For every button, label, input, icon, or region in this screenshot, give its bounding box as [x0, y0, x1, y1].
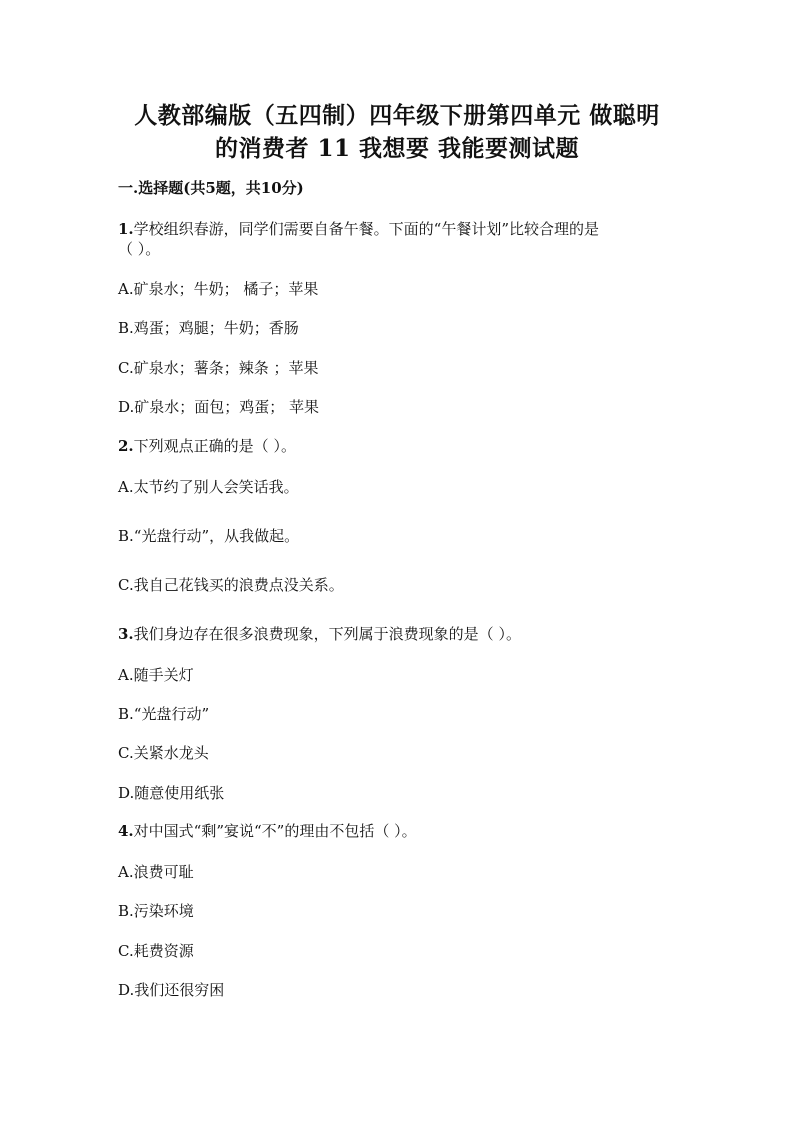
- question-1-stem: [118, 218, 599, 239]
- question-4-number: 4.: [118, 822, 134, 840]
- page-title-line-1: 人教部编版（五四制）四年级下册第四单元 做聪明: [134, 102, 660, 129]
- question-2-stem: [118, 435, 296, 456]
- question-2-stem-text: 下列观点正确的是（ ）。: [133, 437, 296, 455]
- question-4-option-a: A.浪费可耻: [118, 863, 194, 881]
- question-3-option-a: A.随手关灯: [118, 666, 194, 684]
- question-2-option-a: A.太节约了别人会笑话我。: [118, 478, 299, 496]
- question-3-option-c: C.关紧水龙头: [118, 744, 209, 762]
- question-4-option-b: B.污染环境: [118, 902, 194, 920]
- question-3-option-d: D.随意使用纸张: [118, 784, 225, 802]
- question-2-option-c: C.我自己花钱买的浪费点没关系。: [118, 576, 344, 594]
- question-3-stem: [118, 623, 521, 644]
- question-4-stem-text: 对中国式“剩”宴说“不”的理由不包括（ ）。: [133, 822, 417, 840]
- question-3-number: 3.: [118, 625, 134, 643]
- question-3-option-b: B.“光盘行动”: [118, 705, 210, 723]
- question-1-option-c: C.矿泉水；薯条；辣条 ；苹果: [118, 359, 319, 377]
- question-2-number: 2.: [118, 437, 134, 455]
- section-heading: 一.选择题(共5题，共10分): [118, 179, 304, 197]
- question-1-stem-text: 学校组织春游，同学们需要自备午餐。下面的“午餐计划”比较合理的是: [133, 220, 600, 238]
- question-1-option-b: B.鸡蛋；鸡腿；牛奶；香肠: [118, 319, 299, 337]
- question-1-stem-continued: （ ）。: [118, 240, 161, 258]
- question-1-option-d: D.矿泉水；面包；鸡蛋； 苹果: [118, 398, 320, 416]
- question-4-stem: [118, 820, 417, 841]
- question-4-option-c: C.耗费资源: [118, 942, 194, 960]
- question-1-number: 1.: [118, 220, 134, 238]
- page-title-line-2: 的消费者 11 我想要 我能要测试题: [214, 135, 580, 162]
- question-2-option-b: B.“光盘行动”，从我做起。: [118, 527, 300, 545]
- question-3-stem-text: 我们身边存在很多浪费现象，下列属于浪费现象的是（ ）。: [133, 625, 521, 643]
- question-4-option-d: D.我们还很穷困: [118, 981, 225, 999]
- question-1-option-a: A.矿泉水；牛奶； 橘子；苹果: [118, 280, 319, 298]
